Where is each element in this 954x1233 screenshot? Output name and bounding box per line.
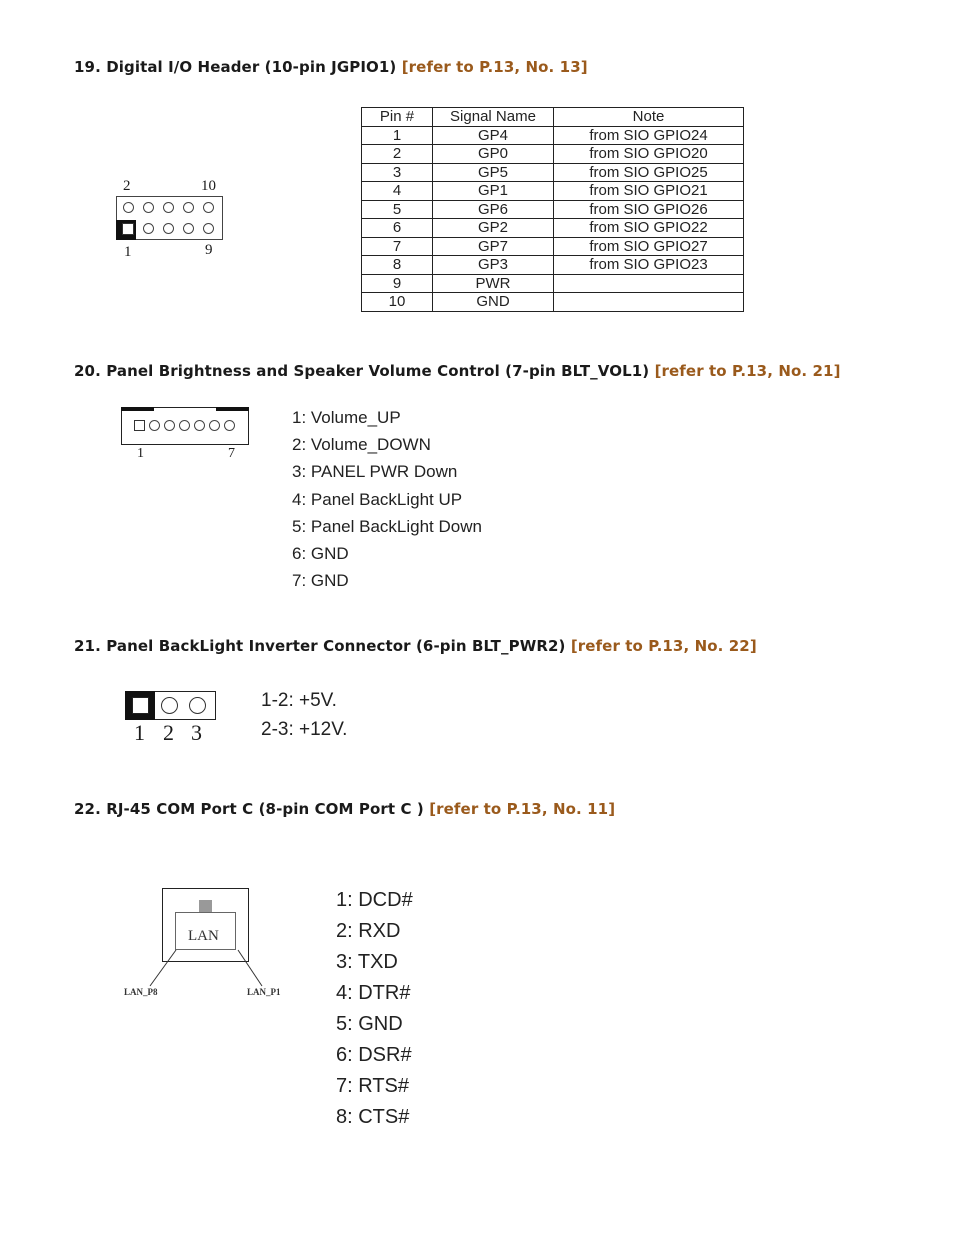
- pin-hole: [183, 223, 194, 234]
- header-note: Note: [554, 108, 744, 127]
- pin-hole: [224, 420, 235, 431]
- pin-label-1: 1: [137, 446, 144, 461]
- pin1-square: [132, 697, 149, 714]
- list-item: 5: GND: [336, 1013, 403, 1035]
- list-item: 6: GND: [292, 544, 349, 564]
- cell-signal: GP4: [433, 126, 554, 145]
- table-row: [362, 256, 744, 275]
- cell-pin: 5: [362, 200, 433, 219]
- list-item: 7: RTS#: [336, 1075, 409, 1097]
- latch-left: [121, 407, 154, 411]
- section-ref: [refer to P.13, No. 21]: [654, 362, 841, 380]
- cell-signal: GP3: [433, 256, 554, 275]
- list-item: 8: CTS#: [336, 1106, 410, 1128]
- list-item: 2: Volume_DOWN: [292, 435, 431, 455]
- cell-note: from SIO GPIO27: [554, 237, 744, 256]
- rj45-latch: [199, 900, 212, 912]
- section-title: 20. Panel Brightness and Speaker Volume Control (7-pin BLT_VOL1): [74, 362, 650, 380]
- cell-note: from SIO GPIO20: [554, 145, 744, 164]
- cell-pin: 3: [362, 163, 433, 182]
- rj45-pin-list: [336, 885, 413, 1133]
- cell-note: from SIO GPIO22: [554, 219, 744, 238]
- pin-label-2: 2: [163, 720, 174, 745]
- list-item: 5: Panel BackLight Down: [292, 516, 482, 536]
- cell-pin: 2: [362, 145, 433, 164]
- cell-signal: GP2: [433, 219, 554, 238]
- list-item: 7: GND: [292, 571, 349, 591]
- cell-note: from SIO GPIO23: [554, 256, 744, 275]
- cell-signal: GP5: [433, 163, 554, 182]
- table-row: [362, 145, 744, 164]
- blt-pwr2-pin-list: [261, 686, 347, 744]
- cell-signal: GP1: [433, 182, 554, 201]
- cell-note: from SIO GPIO21: [554, 182, 744, 201]
- pin-leader-lines: [140, 944, 270, 989]
- jgpio1-pin-table: [361, 107, 744, 312]
- pin-hole: [209, 420, 220, 431]
- pin-hole: [163, 223, 174, 234]
- cell-pin: 1: [362, 126, 433, 145]
- table-row: [362, 293, 744, 312]
- latch-right: [216, 407, 249, 411]
- table-row: [362, 126, 744, 145]
- pin1-square: [134, 420, 145, 431]
- section-21-heading: [74, 637, 757, 655]
- table-row: [362, 200, 744, 219]
- cell-pin: 6: [362, 219, 433, 238]
- section-22-heading: [74, 800, 615, 818]
- pin-label-1: 1: [124, 244, 132, 260]
- section-20-heading: [74, 362, 841, 380]
- list-item: 2-3: +12V.: [261, 719, 348, 740]
- table-row: [362, 274, 744, 293]
- pin-label-7: 7: [228, 446, 235, 461]
- section-title: 19. Digital I/O Header (10-pin JGPIO1): [74, 58, 397, 76]
- cell-note: [554, 293, 744, 312]
- table-row: [362, 237, 744, 256]
- table-header-row: [362, 108, 744, 127]
- cell-pin: 4: [362, 182, 433, 201]
- cell-signal: GND: [433, 293, 554, 312]
- list-item: 1-2: +5V.: [261, 690, 337, 711]
- pin1-square: [122, 223, 134, 235]
- pin-label-10: 10: [201, 178, 216, 194]
- cell-signal: GP7: [433, 237, 554, 256]
- pin-label-2: 2: [123, 178, 131, 194]
- pin-hole: [163, 202, 174, 213]
- pin-hole: [183, 202, 194, 213]
- list-item: 4: DTR#: [336, 982, 411, 1004]
- pin-hole: [203, 223, 214, 234]
- pin-hole: [179, 420, 190, 431]
- list-item: 2: RXD: [336, 920, 401, 942]
- pin-hole: [161, 697, 178, 714]
- list-item: 1: Volume_UP: [292, 408, 401, 427]
- header-signal: Signal Name: [433, 108, 554, 127]
- cell-pin: 7: [362, 237, 433, 256]
- lan-p8-label: LAN_P8: [124, 987, 158, 997]
- cell-signal: GP6: [433, 200, 554, 219]
- cell-note: [554, 274, 744, 293]
- section-ref: [refer to P.13, No. 22]: [570, 637, 757, 655]
- pin-label-1: 1: [134, 720, 145, 745]
- pin-label-9: 9: [205, 242, 213, 258]
- list-item: 3: PANEL PWR Down: [292, 462, 458, 482]
- table-row: [362, 182, 744, 201]
- cell-signal: PWR: [433, 274, 554, 293]
- list-item: 1: DCD#: [336, 889, 413, 911]
- cell-pin: 9: [362, 274, 433, 293]
- cell-note: from SIO GPIO26: [554, 200, 744, 219]
- blt-vol1-pin-list: [292, 404, 482, 594]
- section-19-heading: [74, 58, 588, 76]
- table-row: [362, 219, 744, 238]
- header-pin: Pin #: [362, 108, 433, 127]
- list-item: 3: TXD: [336, 951, 398, 973]
- cell-signal: GP0: [433, 145, 554, 164]
- lan-p1-label: LAN_P1: [247, 987, 281, 997]
- pin-hole: [149, 420, 160, 431]
- cell-pin: 8: [362, 256, 433, 275]
- cell-note: from SIO GPIO25: [554, 163, 744, 182]
- list-item: 4: Panel BackLight UP: [292, 489, 463, 509]
- section-ref: [refer to P.13, No. 11]: [429, 800, 616, 818]
- pin-hole: [194, 420, 205, 431]
- table-row: [362, 163, 744, 182]
- cell-note: from SIO GPIO24: [554, 126, 744, 145]
- section-ref: [refer to P.13, No. 13]: [401, 58, 588, 76]
- cell-pin: 10: [362, 293, 433, 312]
- pin-hole: [189, 697, 206, 714]
- list-item: 6: DSR#: [336, 1044, 412, 1066]
- section-title: 22. RJ-45 COM Port C (8-pin COM Port C ): [74, 800, 424, 818]
- pin-hole: [164, 420, 175, 431]
- pin-hole: [143, 223, 154, 234]
- section-title: 21. Panel BackLight Inverter Connector (6-pin BLT_PWR2): [74, 637, 566, 655]
- lan-label: LAN: [188, 928, 219, 944]
- pin-hole: [123, 202, 134, 213]
- pin-hole: [203, 202, 214, 213]
- pin-hole: [143, 202, 154, 213]
- pin-label-3: 3: [191, 720, 202, 745]
